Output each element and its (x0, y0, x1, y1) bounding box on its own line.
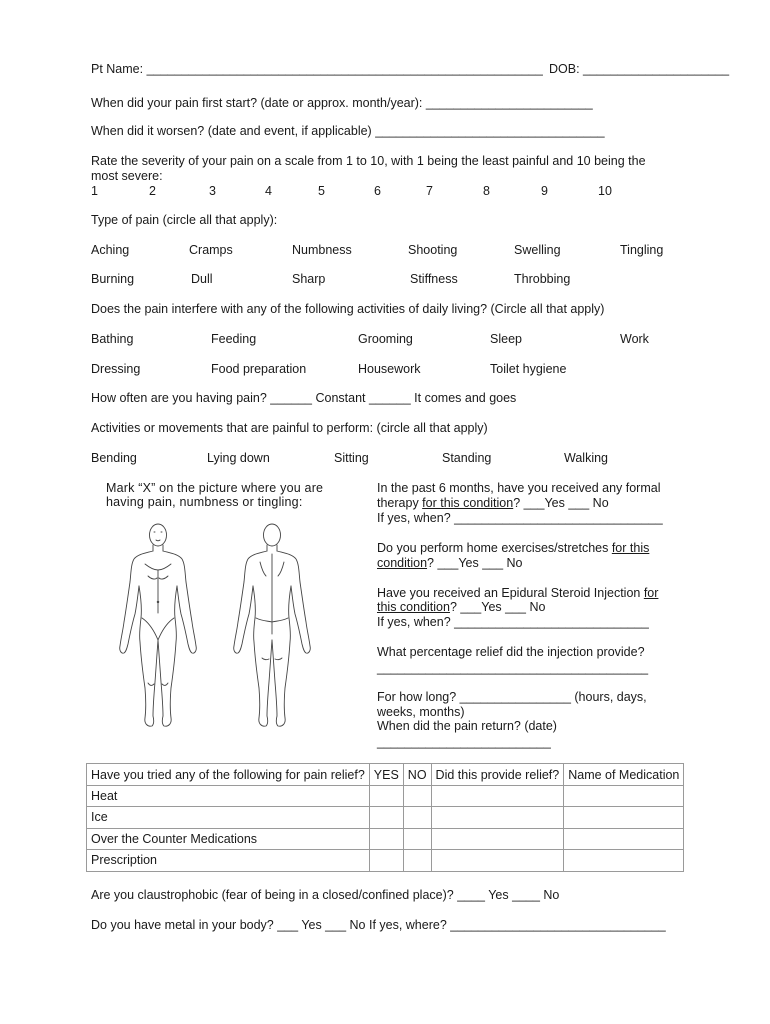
pain-type-option[interactable]: Aching (91, 243, 130, 257)
home-exercise-underlined-text: condition (377, 556, 428, 570)
relief-percentage-field[interactable]: _______________________________________ (377, 661, 649, 675)
severity-option[interactable]: 3 (209, 184, 216, 198)
relief-method: Over the Counter Medications (87, 828, 370, 850)
no-cell[interactable] (403, 807, 431, 829)
severity-option[interactable]: 8 (483, 184, 490, 198)
relief-cell[interactable] (431, 850, 564, 872)
yes-cell[interactable] (369, 828, 403, 850)
severity-option[interactable]: 1 (91, 184, 98, 198)
patient-name-field[interactable]: Pt Name: _________________________________________________________ (91, 62, 543, 76)
yes-cell[interactable] (369, 785, 403, 807)
home-exercise-text: Do you perform home exercises/stretches (377, 541, 612, 555)
pain-type-option[interactable]: Swelling (514, 243, 561, 257)
table-row (87, 850, 684, 872)
home-exercise-yes-no[interactable]: ? ___Yes ___ No (427, 556, 523, 570)
epidural-underlined-text: this condition (377, 600, 450, 614)
claustrophobia-question[interactable]: Are you claustrophobic (fear of being in a closed/confined place)? ____ Yes ____ No (91, 888, 560, 902)
adl-question: Does the pain interfere with any of the following activities of daily living? (Circle all that apply) (91, 302, 605, 316)
table-header: Have you tried any of the following for pain relief? (87, 764, 370, 786)
mark-x-instruction-line2: having pain, numbness or tingling: (106, 495, 303, 509)
adl-option[interactable]: Housework (358, 362, 421, 376)
table-row (87, 828, 684, 850)
home-exercise-question-line1 (377, 541, 649, 556)
epidural-yes-no[interactable]: ? ___Yes ___ No (449, 600, 546, 614)
body-front-figure[interactable] (118, 518, 198, 732)
home-exercise-underlined-text: for this (611, 541, 650, 555)
pain-type-option[interactable]: Cramps (189, 243, 233, 257)
movement-option[interactable]: Lying down (207, 451, 270, 465)
dob-field[interactable]: DOB: _____________________ (549, 62, 730, 76)
therapy-question-line1: In the past 6 months, have you received any formal (377, 481, 661, 495)
table-header: Did this provide relief? (431, 764, 564, 786)
severity-question-line2: most severe: (91, 169, 163, 183)
therapy-yes-no[interactable]: ? ___Yes ___ No (513, 496, 609, 510)
no-cell[interactable] (403, 785, 431, 807)
adl-option[interactable]: Toilet hygiene (490, 362, 567, 376)
adl-option[interactable]: Dressing (91, 362, 141, 376)
pain-type-option[interactable]: Stiffness (410, 272, 458, 286)
movement-option[interactable]: Standing (442, 451, 492, 465)
severity-option[interactable]: 5 (318, 184, 325, 198)
adl-option[interactable]: Grooming (358, 332, 413, 346)
movement-option[interactable]: Sitting (334, 451, 369, 465)
adl-option[interactable]: Food preparation (211, 362, 307, 376)
home-exercise-question-line2[interactable] (377, 556, 523, 571)
therapy-underlined-text: for this condition (422, 496, 514, 510)
severity-option[interactable]: 2 (149, 184, 156, 198)
pain-type-option[interactable]: Throbbing (514, 272, 571, 286)
metal-in-body-question[interactable]: Do you have metal in your body? ___ Yes ___ No If yes, where? _______________________________ (91, 918, 666, 932)
movement-option[interactable]: Walking (564, 451, 608, 465)
epidural-question-line1 (377, 586, 658, 601)
pain-worsen-question[interactable]: When did it worsen? (date and event, if applicable) _________________________________ (91, 124, 605, 138)
movement-option[interactable]: Bending (91, 451, 137, 465)
severity-question-line1: Rate the severity of your pain on a scale from 1 to 10, with 1 being the least painful and 10 being the (91, 154, 646, 168)
body-back-figure[interactable] (232, 518, 312, 732)
relief-method: Prescription (87, 850, 370, 872)
epidural-underlined-text: for (643, 586, 659, 600)
mark-x-instruction-line1: Mark “X” on the picture where you are (106, 481, 324, 495)
yes-cell[interactable] (369, 850, 403, 872)
severity-option[interactable]: 6 (374, 184, 381, 198)
adl-option[interactable]: Work (620, 332, 649, 346)
pain-type-label: Type of pain (circle all that apply): (91, 213, 278, 227)
severity-option[interactable]: 4 (265, 184, 272, 198)
table-header-row (87, 764, 684, 786)
movements-question: Activities or movements that are painful to perform: (circle all that apply) (91, 421, 488, 435)
medication-cell[interactable] (564, 828, 684, 850)
pain-relief-table (86, 763, 684, 872)
table-header: YES (369, 764, 403, 786)
no-cell[interactable] (403, 850, 431, 872)
pain-type-option[interactable]: Shooting (408, 243, 458, 257)
pain-type-option[interactable]: Tingling (620, 243, 664, 257)
pain-type-option[interactable]: Dull (191, 272, 213, 286)
pain-type-option[interactable]: Numbness (292, 243, 352, 257)
table-row (87, 807, 684, 829)
relief-duration-field[interactable]: For how long? ________________ (hours, days, (377, 690, 647, 704)
epidural-text: Have you received an Epidural Steroid Injection (377, 586, 644, 600)
adl-option[interactable]: Feeding (211, 332, 257, 346)
relief-method: Ice (87, 807, 370, 829)
relief-cell[interactable] (431, 785, 564, 807)
no-cell[interactable] (403, 828, 431, 850)
medication-cell[interactable] (564, 785, 684, 807)
pain-return-field[interactable]: _________________________ (377, 735, 551, 749)
pain-return-question: When did the pain return? (date) (377, 719, 557, 733)
pain-start-question[interactable]: When did your pain first start? (date or approx. month/year): ________________________ (91, 96, 593, 110)
severity-option[interactable]: 7 (426, 184, 433, 198)
pain-frequency-question[interactable]: How often are you having pain? ______ Constant ______ It comes and goes (91, 391, 517, 405)
relief-percentage-question: What percentage relief did the injection provide? (377, 645, 645, 659)
medication-cell[interactable] (564, 807, 684, 829)
therapy-when-field[interactable]: If yes, when? ______________________________ (377, 511, 663, 525)
pain-type-option[interactable]: Burning (91, 272, 135, 286)
table-row (87, 785, 684, 807)
relief-duration-units: weeks, months) (377, 705, 465, 719)
relief-cell[interactable] (431, 807, 564, 829)
table-header: Name of Medication (564, 764, 684, 786)
relief-cell[interactable] (431, 828, 564, 850)
adl-option[interactable]: Sleep (490, 332, 522, 346)
therapy-question-line2[interactable] (377, 496, 609, 511)
severity-option[interactable]: 9 (541, 184, 548, 198)
severity-option[interactable]: 10 (598, 184, 612, 198)
therapy-text: therapy (377, 496, 423, 510)
pain-type-option[interactable]: Sharp (292, 272, 326, 286)
adl-option[interactable]: Bathing (91, 332, 134, 346)
yes-cell[interactable] (369, 807, 403, 829)
table-header: NO (403, 764, 431, 786)
relief-method: Heat (87, 785, 370, 807)
epidural-when-field[interactable]: If yes, when? ____________________________ (377, 615, 649, 629)
medication-cell[interactable] (564, 850, 684, 872)
epidural-question-line2[interactable] (377, 600, 545, 615)
